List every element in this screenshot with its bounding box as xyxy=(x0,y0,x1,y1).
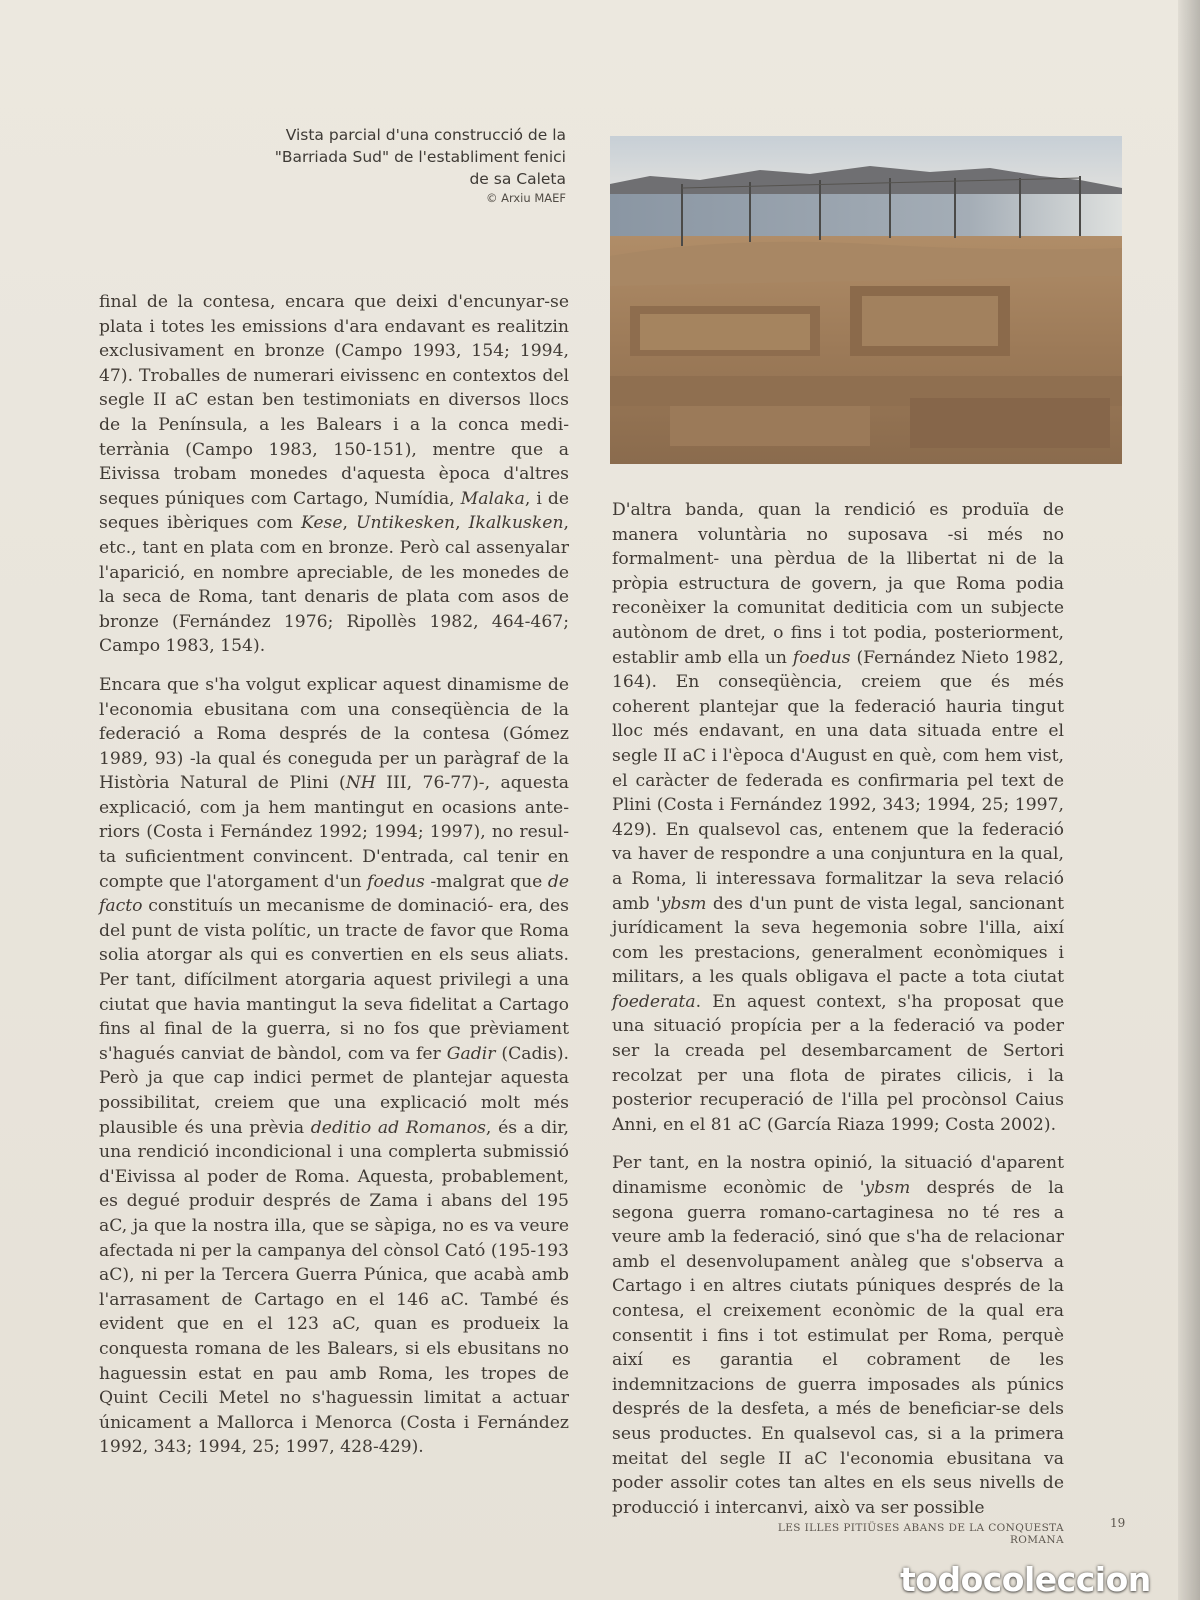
excavation-photo-image xyxy=(610,136,1122,464)
running-footer: LES ILLES PITIÜSES ABANS DE LA CONQUESTA ROMANA xyxy=(777,1522,1064,1546)
excavation-photo xyxy=(610,136,1122,464)
caption-line: "Barriada Sud" de l'establiment fenici xyxy=(274,148,566,166)
body-paragraph: D'altra banda, quan la rendició es produïa de manera voluntària no suposava -si més no formalment- una pèrdua de la llibertat ni de la pròpia estructura de govern, ja que Roma podia reconèixer la comunitat dediticia com un subjecte autònom de dret, o fins i tot podia, posteriorment, establir amb ella un foedus (Fernández Nieto 1982, 164). En conseqüència, creiem que és més coherent plantejar que la federació hauria tingut lloc més endavant, en una data situada entre el segle II aC i l'època d'August en què, com hem vist, el caràcter de federada es confirmaria pel text de Plini (Costa i Fernández 1992, 343; 1994, 25; 1997, 429). En qualsevol cas, entenem que la federació va haver de respondre a una conjuntura en la qual, a Roma, li interessava formalitzar la seva relació amb 'ybsm des d'un punt de vista legal, sancionant jurídicament la seva hegemonia sobre l'illa, així com les prestacions, generalment econòmiques i militars, a les quals obligava el pacte a tota ciutat foederata. En aquest context, s'ha proposat que una situació propícia per a la federació va poder ser la creada pel desembarcament de Sertori recolzat per una flota de pirates cilicis, i la posterior recuperació de l'illa pel procònsol Caius Anni, en el 81 aC (García Riaza 1999; Costa 2002). xyxy=(612,500,1065,1135)
page-edge-shadow xyxy=(1178,0,1200,1600)
left-text-column xyxy=(99,290,569,1474)
caption-line: de sa Caleta xyxy=(469,170,566,188)
todocoleccion-watermark-logo: todocoleccion xyxy=(900,1560,1151,1599)
page-number: 19 xyxy=(1110,1516,1126,1530)
body-paragraph: Per tant, en la nostra opinió, la situació d'aparent dinamisme econòmic de 'ybsm després de la segona guerra romano-cartaginesa no té res a veure amb la federació, sinó que s'ha de relacionar amb el desenvolupament anàleg que s'observa a Cartago i en altres ciutats púniques després de la contesa, el creixement econòmic de la qual era consentit i fins i tot estimulat per Roma, perquè així es garantia el cobrament de les indemnitzacions de guerra imposades als púnics després de la desfeta, a més de beneficiar-se dels seus productes. En qualsevol cas, si a la primera meitat del segle II aC l'economia ebusitana va poder assolir cotes tan altes en els seus nivells de producció i intercanvi, això va ser possible xyxy=(612,1153,1064,1518)
photo-caption xyxy=(190,124,566,206)
right-text-column xyxy=(612,498,1064,1534)
caption-line: Vista parcial d'una construcció de la xyxy=(285,126,566,144)
body-paragraph: Encara que s'ha volgut explicar aquest dinamisme de l'economia ebusitana com una conseqüència de la federació a Roma després de la contesa (Gómez 1989, 93) -la qual és coneguda per un paràgraf de la Història Natural de Plini (NH III, 76-77)-, aquesta explicació, com ja hem mantingut en ocasions anteriors (Costa i Fernández 1992; 1994; 1997), no resulta suficientment convincent. D'entrada, cal tenir en compte que l'atorgament d'un foedus -malgrat que de facto constituís un mecanisme de dominació- era, des del punt de vista polític, un tracte de favor que Roma solia atorgar als qui es convertien en els seus aliats. Per tant, difícilment atorgaria aquest privilegi a una ciutat que havia mantingut la seva fidelitat a Cartago fins al final de la guerra, si no fos que prèviament s'hagués canviat de bàndol, com va fer Gadir (Cadis). Però ja que cap indici permet de plantejar aquesta possibilitat, creiem que una explicació molt més plausible és una prèvia deditio ad Romanos, és a dir, una rendició incondicional i una complerta submissió d'Eivissa al poder de Roma. Aquesta, probablement, es degué produir després de Zama i abans del 195 aC, ja que la nostra illa, que se sàpiga, no es va veure afectada ni per la campanya del cònsol Cató (195-193 aC), ni per la Tercera Guerra Púnica, que acabà amb l'arrasament de Cartago en el 146 aC. També és evident que en el 123 aC, quan es produeix la conquesta romana de les Balears, si els ebusitans no haguessin estat en pau amb Roma, les tropes de Quint Cecili Metel no s'haguessin limitat a actuar únicament a Mallorca i Menorca (Costa i Fernández 1992, 343; 1994, 25; 1997, 428-429). xyxy=(99,674,569,1458)
photo-credit: © Arxiu MAEF xyxy=(485,191,566,205)
body-paragraph: final de la contesa, encara que deixi d'encunyar-se plata i totes les emissions d'ara endavant es realitzin exclusivament en bronze (Campo 1993, 154; 1994, 47). Troballes de numerari eivissenc en contextos del segle II aC estan ben testimoniats en diversos llocs de la Península, a les Balears i a la conca mediterrània (Campo 1983, 150-151), mentre que a Eivissa trobam monedes d'aquesta època d'altres seques púniques com Cartago, Numídia, Malaka, i de seques ibèriques com Kese, Untikesken, Ikalkusken, etc., tant en plata com en bronze. Però cal assenyalar l'aparició, en nombre apreciable, de les monedes de la seca de Roma, tant denaris de plata com asos de bronze (Fernández 1976; Ripollès 1982, 464-467; Campo 1983, 154). xyxy=(99,292,570,657)
